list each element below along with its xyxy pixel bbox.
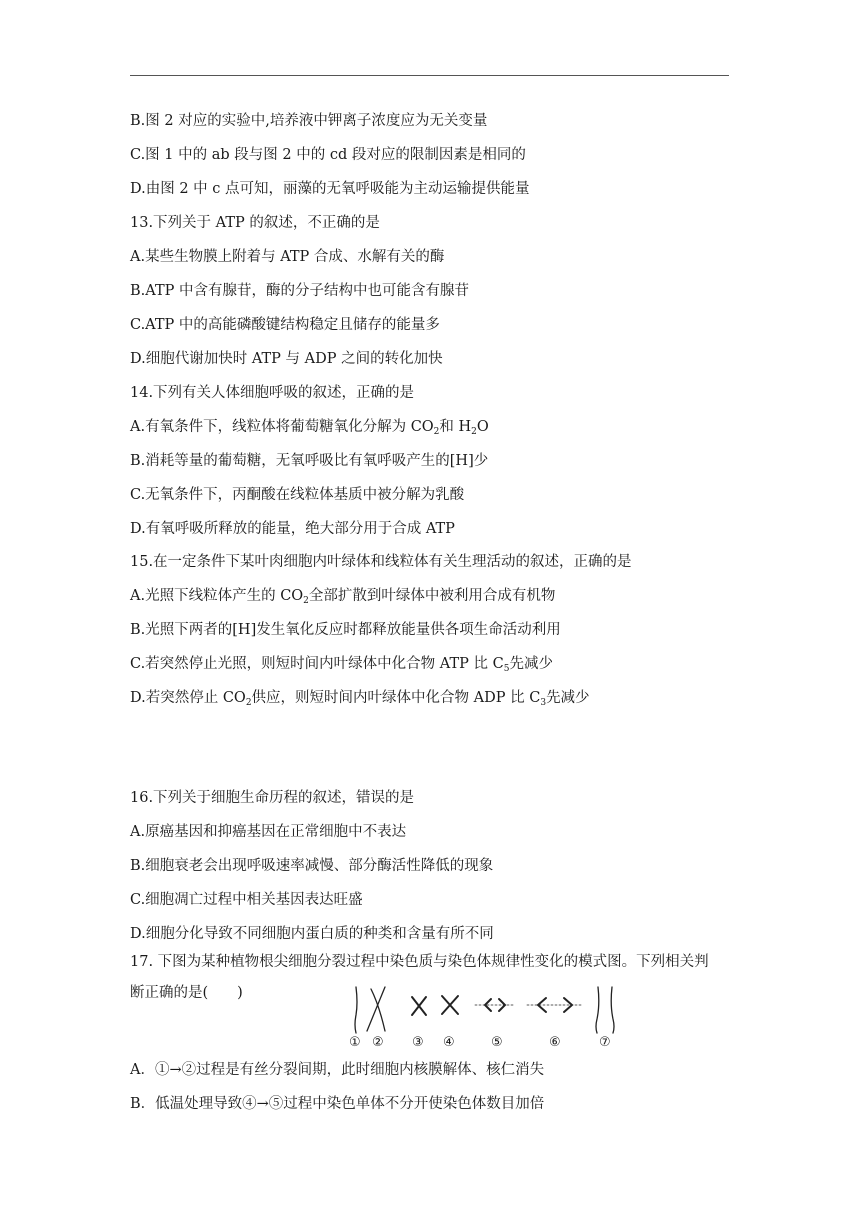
figure-label-6: ⑥ [549,1035,561,1048]
q16-stem: 16.下列关于细胞生命历程的叙述，错误的是 [130,790,415,806]
figure-label-2: ② [372,1035,384,1048]
q15-option-d-sub: 2 [245,698,252,708]
chromosome-cycle-figure [345,983,625,1048]
chromosome-3 [412,997,426,1015]
q12-option-c: C.图 1 中的 ab 段与图 2 中的 cd 段对应的限制因素是相同的 [130,147,526,163]
figure-label-1: ① [349,1035,361,1048]
q15-option-c [130,655,553,673]
q17-stem-line-2: 断正确的是( ) [130,985,243,1001]
q15-option-d-text-2: 供应，则短时间内叶绿体中化合物 ADP 比 C [251,690,541,706]
q14-option-a-text-3: O [476,419,489,435]
q12-option-d: D.由图 2 中 c 点可知，丽藻的无氧呼吸能为主动运输提供能量 [130,181,530,197]
q15-option-a [130,587,555,605]
chromatin-7b [611,987,614,1033]
q12-option-b: B.图 2 对应的实验中,培养液中钾离子浓度应为无关变量 [130,113,488,129]
figure-label-4: ④ [443,1035,455,1048]
q13-option-b: B.ATP 中含有腺苷，酶的分子结构中也可能含有腺苷 [130,283,469,299]
q14-option-b: B.消耗等量的葡萄糖，无氧呼吸比有氧呼吸产生的[H]少 [130,453,489,469]
q14-option-c: C.无氧条件下，丙酮酸在线粒体基质中被分解为乳酸 [130,487,465,503]
q15-option-c-text: C.若突然停止光照，则短时间内叶绿体中化合物 ATP 比 C [130,656,504,672]
chromatin-7a [596,987,599,1033]
q16-option-b: B.细胞衰老会出现呼吸速率减慢、部分酶活性降低的现象 [130,858,494,874]
q17-stem-line-1: 17. 下图为某种植物根尖细胞分裂过程中染色质与染色体规律性变化的模式图。下列相关判 [130,954,709,970]
figure-label-7: ⑦ [599,1035,611,1048]
q15-option-d-sub-2: 3 [540,698,547,708]
header-rule [130,75,729,76]
q16-option-a: A.原癌基因和抑癌基因在正常细胞中不表达 [130,824,407,840]
q15-option-b: B.光照下两者的[H]发生氧化反应时都释放能量供各项生命活动利用 [130,622,561,638]
q17-option-a: A．①→②过程是有丝分裂间期，此时细胞内核膜解体、核仁消失 [130,1062,545,1078]
chromatin-2a [367,987,385,1031]
chromatin-1 [355,987,357,1033]
q15-option-d [130,689,590,707]
q15-stem: 15.在一定条件下某叶肉细胞内叶绿体和线粒体有关生理活动的叙述，正确的是 [130,554,632,570]
chromatin-2b [371,989,385,1031]
q14-option-a-text-2: 和 H [439,419,472,435]
q14-option-a-text: A.有氧条件下，线粒体将葡萄糖氧化分解为 CO [130,419,434,435]
q13-option-c: C.ATP 中的高能磷酸键结构稳定且储存的能量多 [130,317,440,333]
q13-option-d: D.细胞代谢加快时 ATP 与 ADP 之间的转化加快 [130,351,443,367]
q13-option-a: A.某些生物膜上附着与 ATP 合成、水解有关的酶 [130,249,445,265]
q16-option-c: C.细胞凋亡过程中相关基因表达旺盛 [130,892,363,908]
q15-option-a-text-2: 全部扩散到叶绿体中被利用合成有机物 [308,588,556,604]
q14-option-a [130,418,489,436]
figure-label-5: ⑤ [491,1035,503,1048]
q13-stem: 13.下列关于 ATP 的叙述，不正确的是 [130,215,380,231]
q15-option-d-text-3: 先减少 [546,690,590,706]
q15-option-c-text-2: 先减少 [509,656,553,672]
q14-option-a-sub: 2 [433,427,440,437]
q14-option-a-sub-2: 2 [471,427,477,437]
q15-option-d-text: D.若突然停止 CO [130,690,246,706]
figure-label-3: ③ [412,1035,424,1048]
q16-option-d: D.细胞分化导致不同细胞内蛋白质的种类和含量有所不同 [130,926,494,942]
chromosome-4 [442,996,458,1014]
q15-option-a-sub: 2 [303,596,309,606]
q17-option-b: B．低温处理导致④→⑤过程中染色单体不分开使染色体数目加倍 [130,1096,545,1112]
q15-option-a-text: A.光照下线粒体产生的 CO [130,588,304,604]
q15-option-c-sub: 5 [503,664,510,674]
q14-stem: 14.下列有关人体细胞呼吸的叙述，正确的是 [130,385,415,401]
q14-option-d: D.有氧呼吸所释放的能量，绝大部分用于合成 ATP [130,521,455,537]
